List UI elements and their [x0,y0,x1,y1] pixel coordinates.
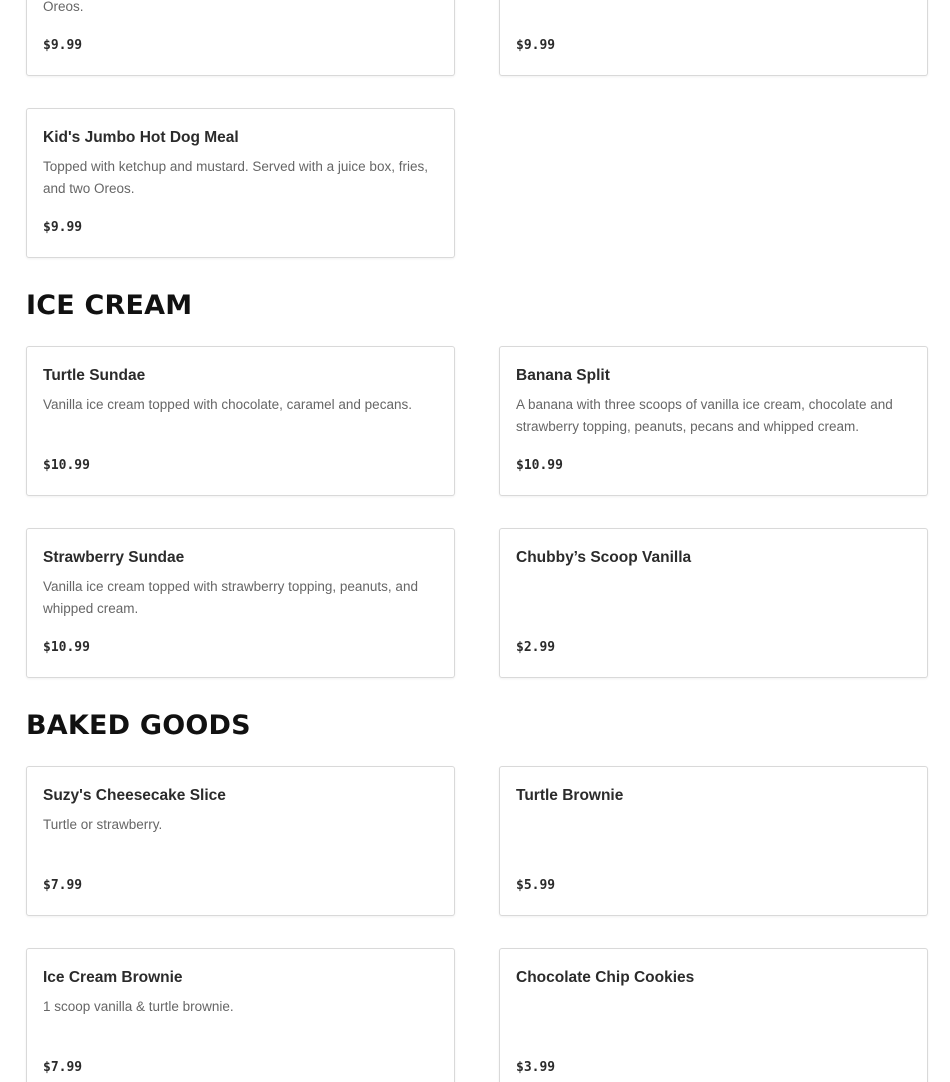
menu-item-card[interactable] [26,0,455,76]
menu-item-card[interactable] [26,346,455,496]
menu-item-name: Turtle Brownie [516,787,624,804]
menu-item-description: 1 scoop vanilla & turtle brownie. [43,999,234,1014]
section-title-baked-goods: BAKED GOODS [26,710,251,741]
menu-item-name: Kid's Jumbo Hot Dog Meal [43,129,239,146]
menu-item-card[interactable] [499,766,928,916]
menu-item-description: Vanilla ice cream topped with chocolate, caramel and pecans. [43,397,412,412]
menu-item-description: A banana with three scoops of vanilla ice cream, chocolate and strawberry topping, peanuts, pecans and whipped cream. [516,397,893,434]
menu-item-price: $5.99 [516,878,556,893]
menu-item-description: Topped with ketchup and mustard. Served with a juice box, fries, and two Oreos. [43,159,428,196]
menu-item-card[interactable] [499,948,928,1082]
menu-item-price: $2.99 [516,640,556,655]
menu-item-price: $7.99 [43,878,83,893]
menu-item-name: Suzy's Cheesecake Slice [43,787,226,804]
menu-item-price: $10.99 [43,458,90,473]
menu-item-card[interactable] [26,108,455,258]
menu-item-name: Ice Cream Brownie [43,969,183,986]
section-title-ice-cream: ICE CREAM [26,290,193,321]
menu-item-card[interactable] [499,528,928,678]
menu-item-name: Chubby’s Scoop Vanilla [516,549,692,566]
menu-item-price: $10.99 [43,640,90,655]
menu-item-description: Oreos. [43,0,84,14]
menu-item-name: Turtle Sundae [43,367,146,384]
menu-item-name: Strawberry Sundae [43,549,185,566]
menu-item-card[interactable] [26,948,455,1082]
menu-item-price: $10.99 [516,458,563,473]
menu-item-card[interactable] [26,528,455,678]
menu-item-description: Vanilla ice cream topped with strawberry topping, peanuts, and whipped cream. [43,579,418,616]
menu-item-price: $9.99 [43,220,83,235]
menu-item-card[interactable] [499,346,928,496]
menu-item-price: $3.99 [516,1060,556,1075]
menu-item-price: $9.99 [516,38,556,53]
menu-item-name: Chocolate Chip Cookies [516,969,695,986]
menu-item-description: Turtle or strawberry. [43,817,163,832]
menu-item-name: Banana Split [516,367,610,384]
menu-item-price: $7.99 [43,1060,83,1075]
menu-item-price: $9.99 [43,38,83,53]
menu-item-card[interactable] [499,0,928,76]
menu-item-card[interactable] [26,766,455,916]
